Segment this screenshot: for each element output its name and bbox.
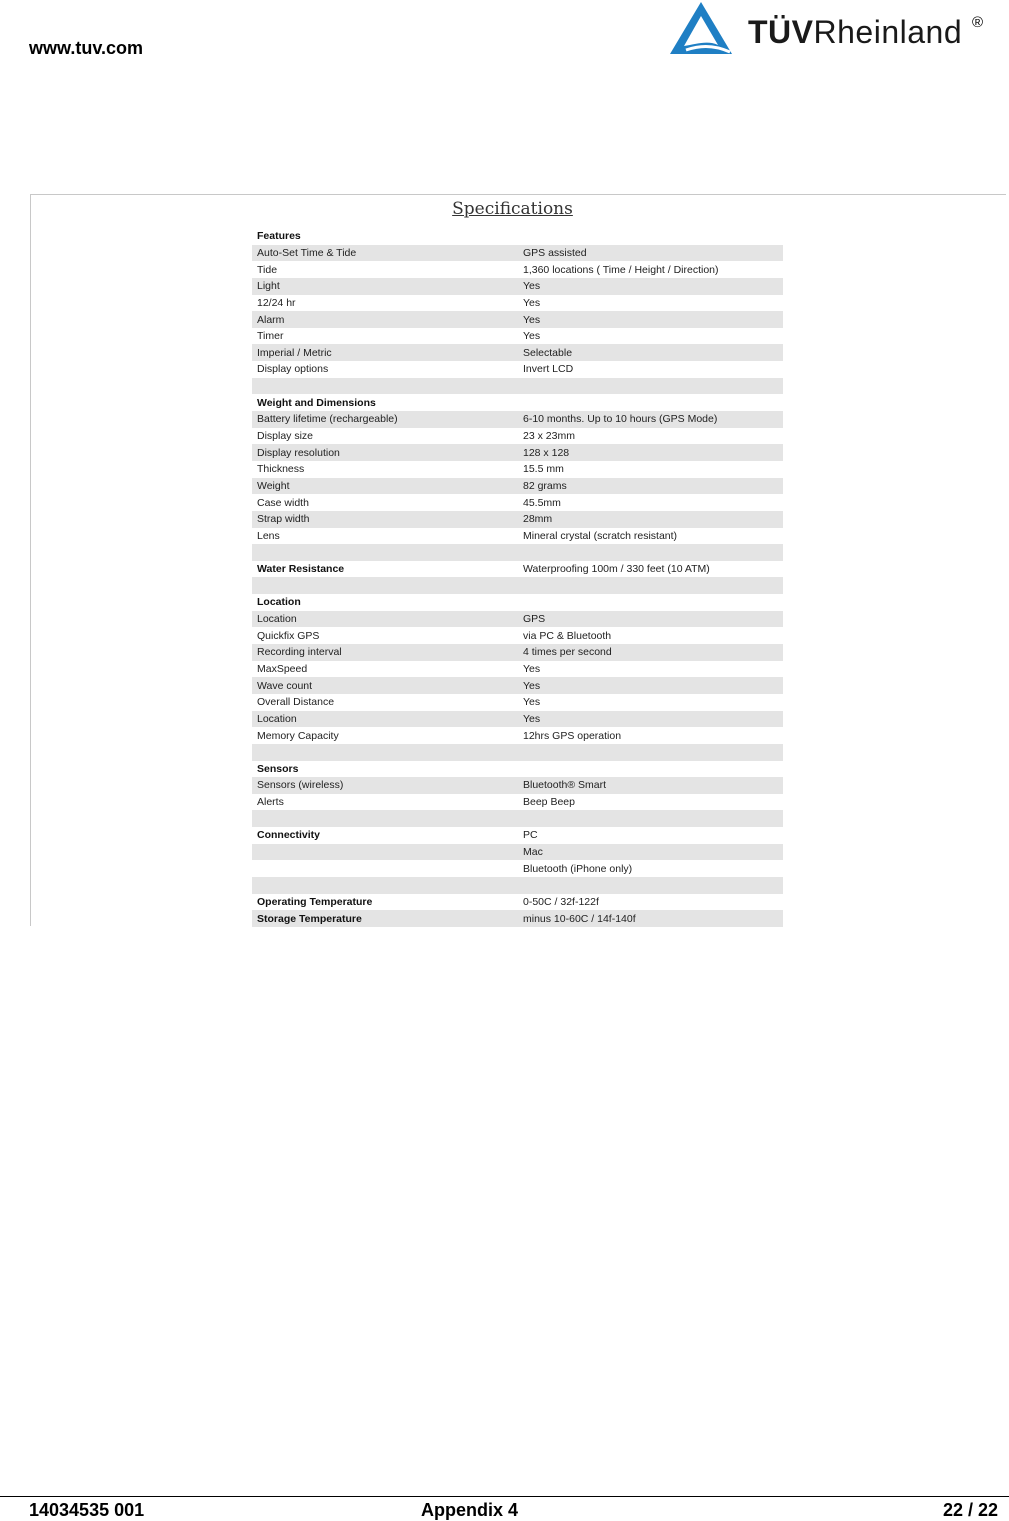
spec-value: 82 grams xyxy=(523,479,567,492)
spec-value: Beep Beep xyxy=(523,796,575,809)
spec-label: Alerts xyxy=(257,796,284,809)
spec-value: 28mm xyxy=(523,513,553,526)
spec-label: Location xyxy=(257,596,301,609)
spec-label: Wave count xyxy=(257,679,313,692)
section-row xyxy=(252,394,783,411)
spec-label: Display options xyxy=(257,363,329,376)
appendix-label: Appendix 4 xyxy=(421,1500,519,1520)
spec-value: Yes xyxy=(523,662,541,675)
spec-label: Tide xyxy=(257,263,278,276)
table-row xyxy=(252,627,783,644)
table-row xyxy=(252,877,783,894)
table-row xyxy=(252,810,783,827)
triangle-logo-icon xyxy=(668,0,734,58)
section-row xyxy=(252,228,783,245)
spec-value: Invert LCD xyxy=(523,363,574,376)
spec-value: 15.5 mm xyxy=(523,463,564,476)
spec-value: Bluetooth® Smart xyxy=(523,779,607,792)
spec-value: GPS assisted xyxy=(523,246,587,259)
table-row xyxy=(252,494,783,511)
section-row xyxy=(252,561,783,578)
table-row xyxy=(252,711,783,728)
spec-value: via PC & Bluetooth xyxy=(523,629,612,642)
spec-label: Location xyxy=(257,712,297,725)
spec-value: GPS xyxy=(523,613,546,626)
table-row xyxy=(252,727,783,744)
spec-value: 0-50C / 32f-122f xyxy=(523,895,599,908)
spec-label: Sensors xyxy=(257,762,299,775)
spec-label: Memory Capacity xyxy=(257,729,339,742)
spec-label: Location xyxy=(257,613,297,626)
table-row xyxy=(252,577,783,594)
table-row xyxy=(252,461,783,478)
table-row xyxy=(252,378,783,395)
table-row xyxy=(252,444,783,461)
spec-value: 45.5mm xyxy=(523,496,561,509)
spec-value: Yes xyxy=(523,330,541,343)
section-row xyxy=(252,827,783,844)
spec-label: Weight and Dimensions xyxy=(257,396,376,409)
spec-label: Timer xyxy=(257,330,284,343)
table-row xyxy=(252,261,783,278)
spec-label: Weight xyxy=(257,479,290,492)
spec-value: Yes xyxy=(523,712,541,725)
table-row xyxy=(252,528,783,545)
spec-label: MaxSpeed xyxy=(257,662,308,675)
spec-value: 23 x 23mm xyxy=(523,430,575,442)
section-row xyxy=(252,594,783,611)
table-row xyxy=(252,860,783,877)
spec-label: Features xyxy=(257,230,301,243)
spec-label: Alarm xyxy=(257,313,285,326)
spec-value: 6-10 months. Up to 10 hours (GPS Mode) xyxy=(523,413,718,426)
spec-label: Imperial / Metric xyxy=(257,346,332,359)
table-row xyxy=(252,478,783,495)
table-row xyxy=(252,295,783,312)
spec-value: Yes xyxy=(523,313,541,326)
table-row xyxy=(252,511,783,528)
spec-label: Quickfix GPS xyxy=(257,629,320,642)
spec-value: Selectable xyxy=(523,346,573,359)
spec-label: Auto-Set Time & Tide xyxy=(257,246,357,259)
spec-label: Storage Temperature xyxy=(257,912,362,925)
tuv-rheinland-logo xyxy=(668,0,998,60)
section-row xyxy=(252,761,783,778)
table-row xyxy=(252,544,783,561)
logo-rheinland: Rheinland xyxy=(813,14,963,50)
spec-value: Mac xyxy=(523,846,543,859)
spec-label: Battery lifetime (rechargeable) xyxy=(257,413,398,426)
specifications-title: Specifications xyxy=(452,199,573,219)
table-row xyxy=(252,777,783,794)
spec-value: Mineral crystal (scratch resistant) xyxy=(523,529,678,542)
spec-label: 12/24 hr xyxy=(257,296,296,309)
table-row xyxy=(252,311,783,328)
table-row xyxy=(252,794,783,811)
spec-value: Bluetooth (iPhone only) xyxy=(523,862,633,875)
footer-divider xyxy=(0,1496,1009,1497)
spec-value: Yes xyxy=(523,696,541,709)
section-row xyxy=(252,910,783,927)
spec-label: Connectivity xyxy=(257,829,321,842)
spec-label: Overall Distance xyxy=(257,696,335,709)
spec-label: Water Resistance xyxy=(257,563,345,576)
spec-value: minus 10-60C / 14f-140f xyxy=(523,912,636,925)
table-row xyxy=(252,694,783,711)
spec-label: Operating Temperature xyxy=(257,895,373,908)
table-row xyxy=(252,611,783,628)
table-row xyxy=(252,744,783,761)
table-row xyxy=(252,428,783,445)
spec-label: Thickness xyxy=(257,463,305,476)
spec-label: Display resolution xyxy=(257,446,340,459)
spec-value: 4 times per second xyxy=(523,646,612,659)
page-number: 22 / 22 xyxy=(942,1500,998,1520)
spec-label: Recording interval xyxy=(257,646,342,659)
table-row xyxy=(252,644,783,661)
spec-label: Light xyxy=(257,280,280,293)
spec-value: Waterproofing 100m / 330 feet (10 ATM) xyxy=(523,563,710,576)
table-row xyxy=(252,344,783,361)
spec-label: Case width xyxy=(257,496,309,509)
spec-label: Display size xyxy=(257,430,314,442)
logo-tuv: TÜV xyxy=(748,14,814,50)
spec-value: Yes xyxy=(523,296,541,309)
spec-value: 12hrs GPS operation xyxy=(523,729,622,742)
table-row xyxy=(252,677,783,694)
table-row xyxy=(252,278,783,295)
spec-label: Strap width xyxy=(257,513,310,526)
registered-mark: ® xyxy=(972,14,984,31)
report-number: 14034535 001 xyxy=(29,1500,145,1520)
spec-value: Yes xyxy=(523,679,541,692)
table-row xyxy=(252,661,783,678)
spec-label: Lens xyxy=(257,529,280,542)
spec-value: Yes xyxy=(523,280,541,293)
table-row xyxy=(252,411,783,428)
table-row xyxy=(252,328,783,345)
spec-label: Sensors (wireless) xyxy=(257,779,344,792)
spec-value: 1,360 locations ( Time / Height / Direction) xyxy=(523,263,719,276)
spec-value: 128 x 128 xyxy=(523,446,570,459)
table-row xyxy=(252,245,783,262)
specifications-table xyxy=(252,228,783,927)
section-row xyxy=(252,894,783,911)
site-url: www.tuv.com xyxy=(29,38,144,58)
table-row xyxy=(252,361,783,378)
table-row xyxy=(252,844,783,861)
spec-value: PC xyxy=(523,829,538,842)
